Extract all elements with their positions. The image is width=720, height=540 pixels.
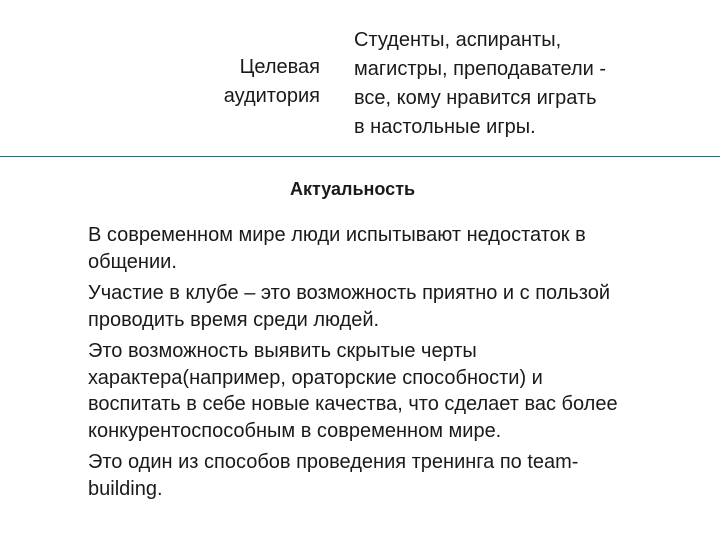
relevance-paragraph	[88, 449, 708, 502]
target-audience-label-line: Целевая	[239, 56, 320, 78]
target-audience-value-line: магистры, преподаватели -	[354, 58, 607, 80]
paragraph-line: общении.	[88, 250, 177, 273]
target-audience-label	[150, 53, 320, 111]
paragraph-line: building.	[88, 477, 163, 500]
paragraph-line: Участие в клубе – это возможность приятно и с пользой	[88, 282, 611, 304]
relevance-paragraph	[88, 338, 708, 444]
paragraph-line: В современном мире люди испытывают недостаток в	[88, 224, 586, 246]
target-audience-value-line: все, кому нравится играть	[354, 87, 597, 109]
paragraph-line: Это один из способов проведения тренинга по team-	[88, 451, 579, 473]
relevance-title: Актуальность	[290, 179, 416, 199]
section-divider	[0, 156, 720, 157]
relevance-paragraph	[88, 222, 708, 275]
relevance-body	[88, 222, 708, 507]
target-audience-label-line: аудитория	[223, 85, 320, 107]
paragraph-line: характера(например, ораторские способности) и	[88, 366, 543, 389]
paragraph-line: Это возможность выявить скрытые черты	[88, 340, 477, 362]
target-audience-value-line: в настольные игры.	[354, 116, 536, 138]
relevance-paragraph	[88, 280, 708, 333]
paragraph-line: конкурентоспособным в современном мире.	[88, 419, 502, 442]
target-audience-value	[354, 26, 714, 142]
paragraph-line: воспитать в себе новые качества, что сделает вас более	[88, 393, 618, 415]
target-audience-value-line: Студенты, аспиранты,	[354, 29, 562, 51]
paragraph-line: проводить время среди людей.	[88, 308, 380, 331]
